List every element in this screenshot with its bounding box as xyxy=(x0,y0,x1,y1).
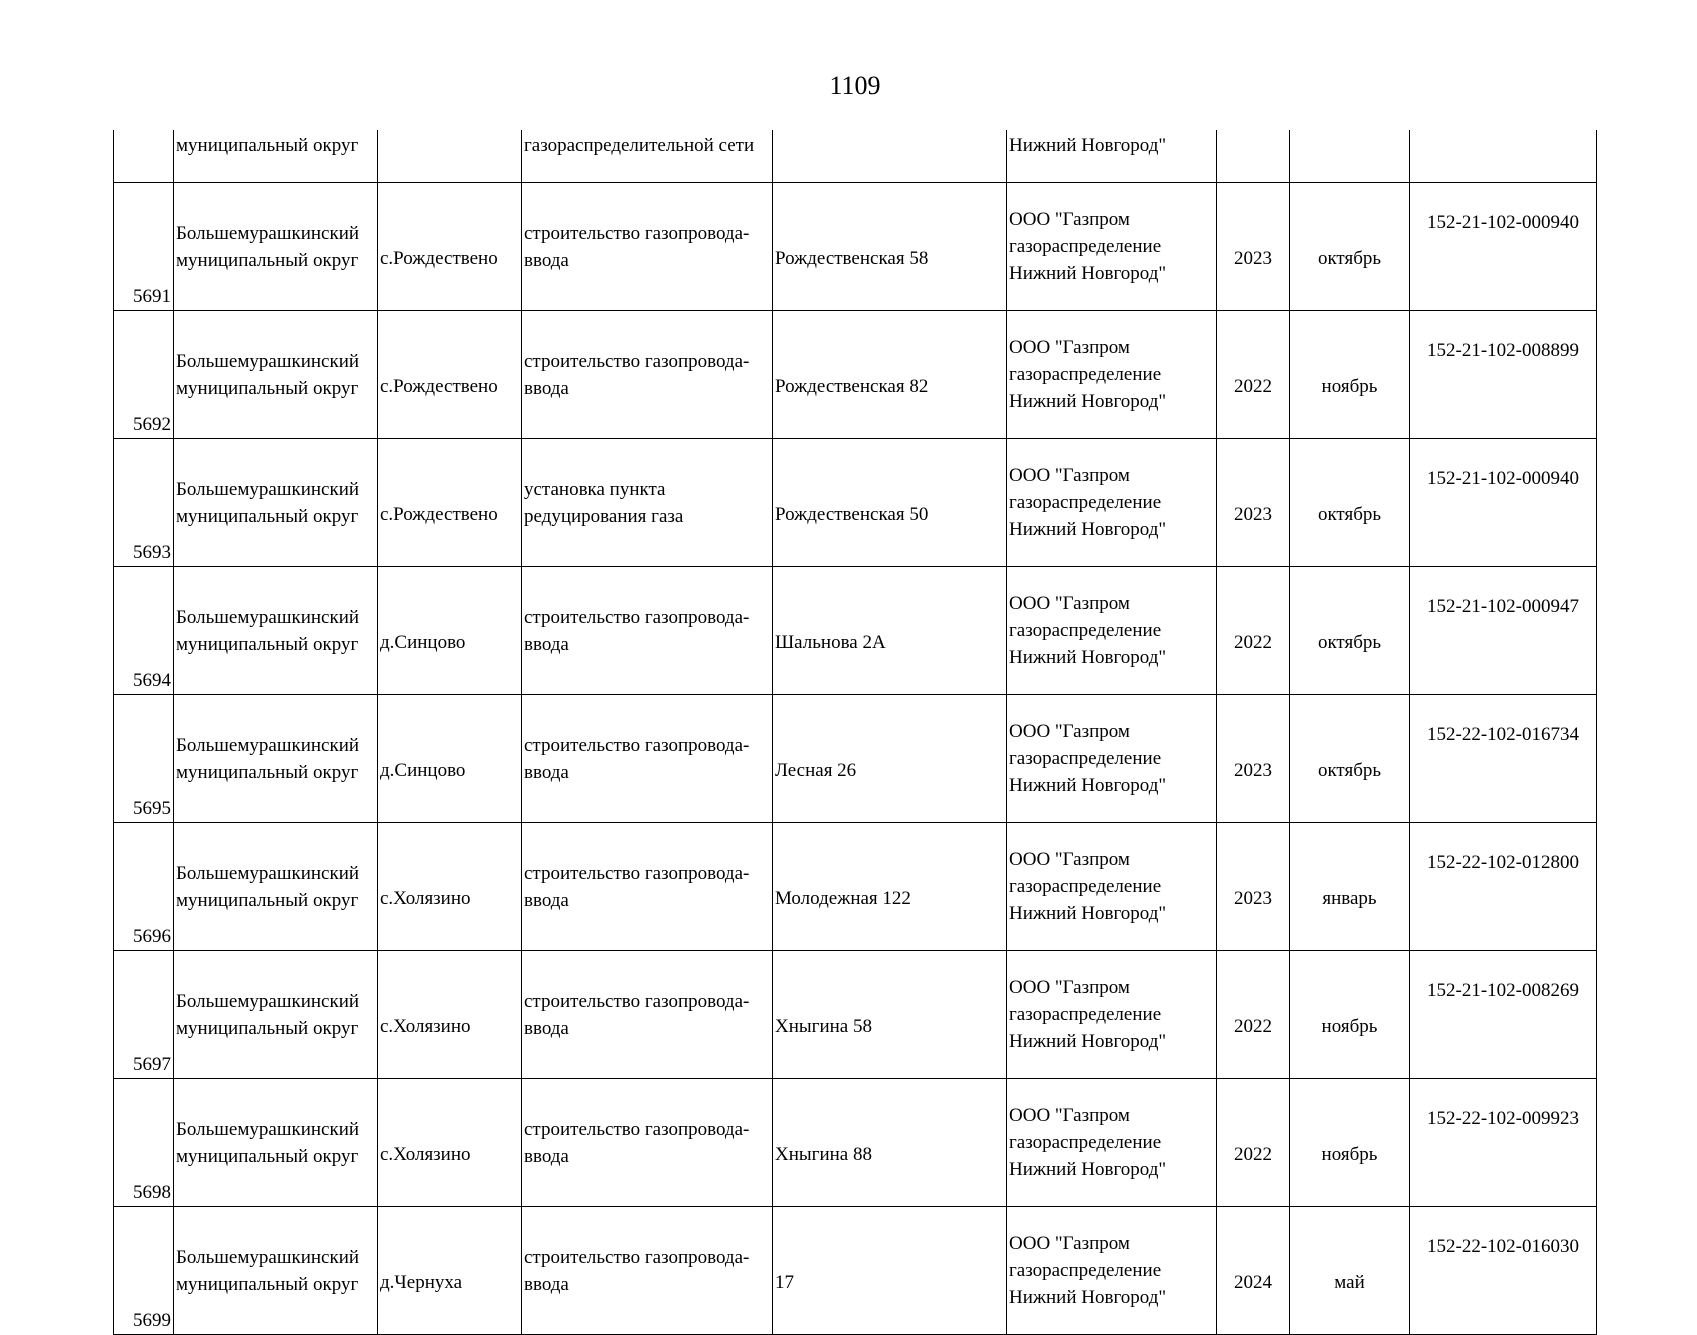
cell-district xyxy=(174,1207,378,1335)
cell-work-line: ввода xyxy=(524,633,569,655)
cell-district-line: муниципальный округ xyxy=(176,1145,359,1167)
cell-work xyxy=(522,311,773,439)
cell-district-line: Большемурашкинский xyxy=(176,990,360,1012)
cell-work-line: строительство газопровода- xyxy=(524,1118,750,1140)
cell-org-line: газораспределение xyxy=(1009,1260,1162,1281)
cell-district-line: Большемурашкинский xyxy=(176,478,360,500)
row-number: 5693 xyxy=(114,439,174,567)
cell-org-line: Нижний Новгород" xyxy=(1009,519,1167,540)
cell-work: газораспределительной сети xyxy=(522,130,773,183)
cell-org xyxy=(1007,183,1217,311)
cell-org-line: ООО "Газпром xyxy=(1009,1105,1130,1126)
cell-org xyxy=(1007,823,1217,951)
table-row xyxy=(114,439,1597,567)
cell-num xyxy=(114,130,174,183)
cell-street: Хныгина 88 xyxy=(773,1079,1007,1207)
cell-work xyxy=(522,951,773,1079)
cell-org-line: ООО "Газпром xyxy=(1009,337,1130,358)
cell-work-line: ввода xyxy=(524,377,569,399)
table-row xyxy=(114,183,1597,311)
table-row xyxy=(114,311,1597,439)
cell-locality: д.Чернуха xyxy=(378,1207,522,1335)
cell-street xyxy=(773,130,1007,183)
cell-work-line: строительство газопровода- xyxy=(524,734,750,756)
cell-district-line: Большемурашкинский xyxy=(176,1246,360,1268)
cell-org xyxy=(1007,567,1217,695)
cell-org-line: Нижний Новгород" xyxy=(1009,1159,1167,1180)
cell-code: 152-22-102-012800 xyxy=(1410,823,1597,951)
cell-work-line: строительство газопровода- xyxy=(524,862,750,884)
cell-work xyxy=(522,1079,773,1207)
cell-month: ноябрь xyxy=(1290,951,1410,1079)
cell-org-line: Нижний Новгород" xyxy=(1009,263,1167,284)
cell-work xyxy=(522,183,773,311)
table-row xyxy=(114,1207,1597,1335)
table-row xyxy=(114,823,1597,951)
cell-locality: с.Рождествено xyxy=(378,439,522,567)
row-number: 5694 xyxy=(114,567,174,695)
continuation-row xyxy=(114,130,1597,183)
cell-code: 152-21-102-000940 xyxy=(1410,439,1597,567)
cell-work-line: строительство газопровода- xyxy=(524,990,750,1012)
cell-org-line: Нижний Новгород" xyxy=(1009,647,1167,668)
cell-code xyxy=(1410,130,1597,183)
cell-locality: с.Холязино xyxy=(378,823,522,951)
cell-org-line: ООО "Газпром xyxy=(1009,209,1130,230)
registry-table xyxy=(113,130,1597,1335)
cell-org-line: ООО "Газпром xyxy=(1009,721,1130,742)
cell-org-line: Нижний Новгород" xyxy=(1009,1031,1167,1052)
cell-year: 2024 xyxy=(1217,1207,1290,1335)
cell-work-line: установка пункта xyxy=(524,478,666,500)
row-number: 5697 xyxy=(114,951,174,1079)
cell-district-line: муниципальный округ xyxy=(176,505,359,527)
cell-year: 2023 xyxy=(1217,695,1290,823)
cell-year: 2023 xyxy=(1217,183,1290,311)
page-number: 1109 xyxy=(829,71,881,100)
cell-district-line: муниципальный округ xyxy=(176,761,359,783)
cell-year: 2022 xyxy=(1217,311,1290,439)
cell-org-line: газораспределение xyxy=(1009,620,1162,641)
cell-district xyxy=(174,439,378,567)
cell-street: Лесная 26 xyxy=(773,695,1007,823)
cell-locality: с.Холязино xyxy=(378,951,522,1079)
cell-work-line: ввода xyxy=(524,889,569,911)
cell-org xyxy=(1007,695,1217,823)
cell-locality: д.Синцово xyxy=(378,567,522,695)
row-number: 5699 xyxy=(114,1207,174,1335)
cell-street: Шальнова 2А xyxy=(773,567,1007,695)
cell-district-line: Большемурашкинский xyxy=(176,734,360,756)
cell-district: муниципальный округ xyxy=(174,130,378,183)
cell-work xyxy=(522,567,773,695)
cell-district xyxy=(174,951,378,1079)
cell-locality: д.Синцово xyxy=(378,695,522,823)
cell-year: 2023 xyxy=(1217,439,1290,567)
cell-org xyxy=(1007,951,1217,1079)
table-row xyxy=(114,695,1597,823)
cell-month: ноябрь xyxy=(1290,1079,1410,1207)
cell-code: 152-21-102-000940 xyxy=(1410,183,1597,311)
cell-org-line: Нижний Новгород" xyxy=(1009,1287,1167,1308)
cell-work xyxy=(522,695,773,823)
cell-org-line: газораспределение xyxy=(1009,876,1162,897)
cell-work-line: ввода xyxy=(524,1273,569,1295)
cell-org-line: газораспределение xyxy=(1009,748,1162,769)
cell-year xyxy=(1217,130,1290,183)
cell-district-line: Большемурашкинский xyxy=(176,862,360,884)
cell-work-line: ввода xyxy=(524,1145,569,1167)
cell-org-line: Нижний Новгород" xyxy=(1009,391,1167,412)
row-number: 5698 xyxy=(114,1079,174,1207)
cell-org xyxy=(1007,1079,1217,1207)
cell-org-line: газораспределение xyxy=(1009,1004,1162,1025)
row-number: 5692 xyxy=(114,311,174,439)
cell-locality xyxy=(378,130,522,183)
cell-work-line: строительство газопровода- xyxy=(524,350,750,372)
cell-org-line: ООО "Газпром xyxy=(1009,849,1130,870)
cell-year: 2022 xyxy=(1217,951,1290,1079)
cell-code: 152-22-102-016030 xyxy=(1410,1207,1597,1335)
cell-code: 152-21-102-008269 xyxy=(1410,951,1597,1079)
cell-month: октябрь xyxy=(1290,567,1410,695)
cell-org xyxy=(1007,311,1217,439)
cell-org-line: газораспределение xyxy=(1009,236,1162,257)
cell-street: Рождественская 50 xyxy=(773,439,1007,567)
cell-locality: с.Холязино xyxy=(378,1079,522,1207)
cell-district xyxy=(174,567,378,695)
cell-locality: с.Рождествено xyxy=(378,183,522,311)
cell-street: Рождественская 82 xyxy=(773,311,1007,439)
cell-month: октябрь xyxy=(1290,439,1410,567)
cell-street: Рождественская 58 xyxy=(773,183,1007,311)
cell-month: ноябрь xyxy=(1290,311,1410,439)
cell-work-line: редуцирования газа xyxy=(524,505,684,527)
row-number: 5691 xyxy=(114,183,174,311)
cell-year: 2022 xyxy=(1217,567,1290,695)
cell-org xyxy=(1007,1207,1217,1335)
cell-month: октябрь xyxy=(1290,695,1410,823)
cell-org-line: ООО "Газпром xyxy=(1009,1233,1130,1254)
cell-locality: с.Рождествено xyxy=(378,311,522,439)
cell-work-line: строительство газопровода- xyxy=(524,606,750,628)
registry-table-body xyxy=(114,130,1597,1335)
cell-district xyxy=(174,823,378,951)
cell-month: октябрь xyxy=(1290,183,1410,311)
cell-month xyxy=(1290,130,1410,183)
cell-org xyxy=(1007,439,1217,567)
cell-district xyxy=(174,1079,378,1207)
cell-district-line: муниципальный округ xyxy=(176,633,359,655)
cell-district-line: муниципальный округ xyxy=(176,377,359,399)
cell-work xyxy=(522,1207,773,1335)
cell-org-line: Нижний Новгород" xyxy=(1009,775,1167,796)
cell-district-line: Большемурашкинский xyxy=(176,606,360,628)
cell-district-line: муниципальный округ xyxy=(176,1273,359,1295)
cell-district xyxy=(174,311,378,439)
cell-work-line: ввода xyxy=(524,249,569,271)
cell-org-line: ООО "Газпром xyxy=(1009,977,1130,998)
cell-district xyxy=(174,183,378,311)
cell-org-line: газораспределение xyxy=(1009,364,1162,385)
cell-district-line: муниципальный округ xyxy=(176,249,359,271)
cell-district-line: муниципальный округ xyxy=(176,889,359,911)
cell-district-line: Большемурашкинский xyxy=(176,222,360,244)
cell-code: 152-21-102-008899 xyxy=(1410,311,1597,439)
cell-street: Молодежная 122 xyxy=(773,823,1007,951)
cell-org-line: газораспределение xyxy=(1009,1132,1162,1153)
cell-month: январь xyxy=(1290,823,1410,951)
cell-district-line: Большемурашкинский xyxy=(176,350,360,372)
cell-work xyxy=(522,823,773,951)
cell-code: 152-22-102-009923 xyxy=(1410,1079,1597,1207)
row-number: 5696 xyxy=(114,823,174,951)
table-row xyxy=(114,567,1597,695)
cell-district-line: Большемурашкинский xyxy=(176,1118,360,1140)
cell-work-line: строительство газопровода- xyxy=(524,222,750,244)
cell-street: 17 xyxy=(773,1207,1007,1335)
cell-org-line: газораспределение xyxy=(1009,492,1162,513)
cell-org-line: ООО "Газпром xyxy=(1009,593,1130,614)
cell-work-line: ввода xyxy=(524,1017,569,1039)
cell-org-line: ООО "Газпром xyxy=(1009,465,1130,486)
table-row xyxy=(114,1079,1597,1207)
table-row xyxy=(114,951,1597,1079)
cell-year: 2023 xyxy=(1217,823,1290,951)
cell-work-line: строительство газопровода- xyxy=(524,1246,750,1268)
cell-code: 152-22-102-016734 xyxy=(1410,695,1597,823)
cell-org: Нижний Новгород" xyxy=(1007,130,1217,183)
cell-work-line: ввода xyxy=(524,761,569,783)
cell-work xyxy=(522,439,773,567)
cell-district-line: муниципальный округ xyxy=(176,1017,359,1039)
row-number: 5695 xyxy=(114,695,174,823)
cell-district xyxy=(174,695,378,823)
cell-code: 152-21-102-000947 xyxy=(1410,567,1597,695)
cell-org-line: Нижний Новгород" xyxy=(1009,903,1167,924)
cell-year: 2022 xyxy=(1217,1079,1290,1207)
cell-street: Хныгина 58 xyxy=(773,951,1007,1079)
cell-month: май xyxy=(1290,1207,1410,1335)
